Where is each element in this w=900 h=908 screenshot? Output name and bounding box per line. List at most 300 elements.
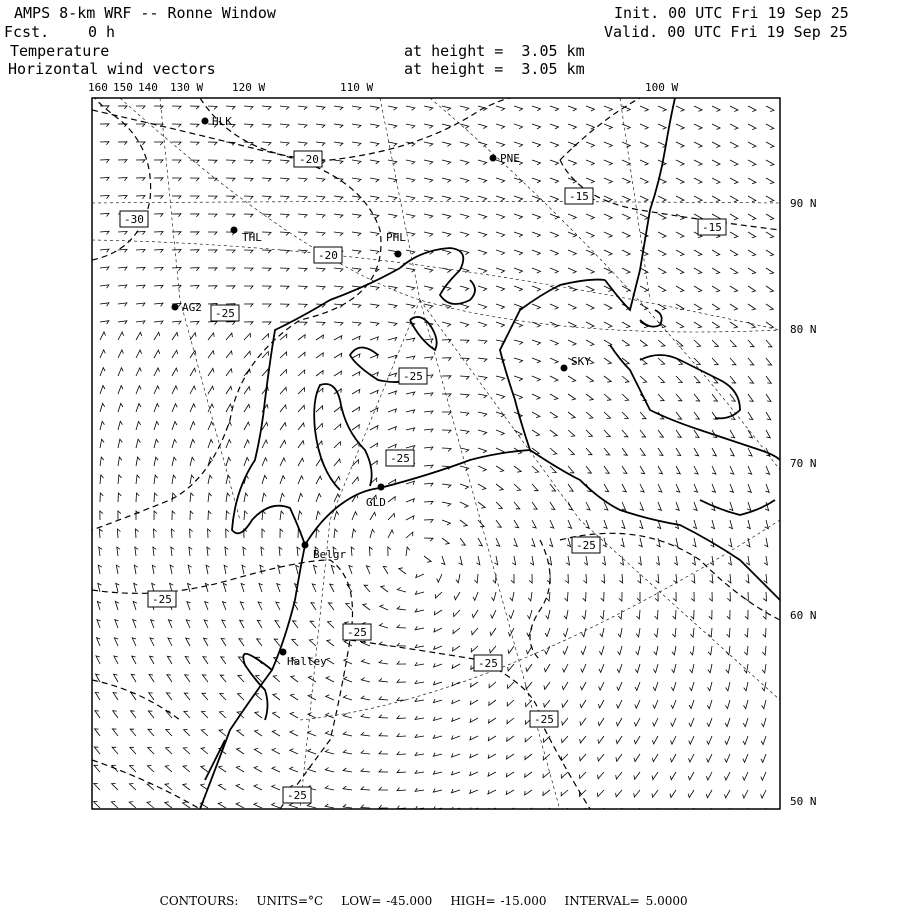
- wind-barb: [370, 196, 379, 200]
- wind-barb: [100, 475, 104, 484]
- wind-barb: [709, 628, 713, 637]
- wind-barb: [226, 386, 232, 394]
- wind-barb: [129, 784, 136, 791]
- wind-barb: [550, 520, 554, 528]
- wind-barb: [136, 285, 145, 288]
- wind-barb: [190, 386, 196, 394]
- wind-barb: [154, 332, 160, 340]
- wind-barb: [514, 106, 523, 111]
- wind-barb: [154, 267, 163, 270]
- wind-barb: [435, 592, 442, 598]
- wind-barb: [598, 718, 604, 726]
- wind-barb: [326, 713, 334, 718]
- wind-barb: [550, 358, 558, 363]
- wind-barb: [507, 736, 514, 741]
- wind-barb: [370, 337, 378, 341]
- wind-barb: [564, 610, 568, 619]
- high-value: HIGH= -15.000: [450, 894, 547, 908]
- wind-barb: [744, 682, 748, 691]
- wind-barb: [549, 538, 553, 547]
- wind-barb: [397, 643, 406, 646]
- svg-text:-25: -25: [152, 593, 172, 606]
- wind-barb: [766, 142, 774, 148]
- wind-barb: [424, 142, 433, 146]
- contour-label: [148, 591, 176, 607]
- wind-barb: [219, 730, 226, 736]
- wind-barb: [622, 196, 630, 201]
- wind-barb: [280, 352, 287, 358]
- station-hlk: [202, 115, 233, 128]
- wind-barb: [766, 106, 774, 112]
- wind-barb: [244, 387, 250, 394]
- wind-barb: [692, 574, 695, 583]
- wind-barb: [532, 250, 540, 255]
- wind-barb: [369, 547, 372, 556]
- wind-barb: [388, 444, 396, 448]
- wind-barb: [185, 675, 190, 682]
- wind-barb: [586, 232, 594, 237]
- wind-barb: [95, 711, 100, 718]
- wind-barb: [154, 529, 157, 538]
- wind-barb: [118, 142, 127, 145]
- svg-text:-20: -20: [299, 153, 319, 166]
- wind-barb: [598, 790, 605, 797]
- wind-barb: [100, 332, 106, 340]
- wind-barb: [172, 511, 175, 520]
- wind-barb: [532, 502, 537, 509]
- wind-barb: [676, 178, 684, 184]
- wind-barb: [262, 352, 269, 359]
- wind-barb: [637, 610, 641, 619]
- wind-barb: [370, 426, 378, 430]
- contour-label: [399, 368, 427, 384]
- wind-barb: [460, 520, 467, 526]
- wind-barb: [433, 771, 442, 775]
- wind-barb: [94, 747, 100, 754]
- wind-barb: [96, 656, 100, 664]
- wind-barb: [712, 394, 718, 401]
- svg-text:-15: -15: [569, 190, 589, 203]
- wind-barb: [496, 268, 505, 273]
- wind-barb: [190, 321, 199, 324]
- wind-barb: [747, 520, 751, 529]
- wind-barb: [244, 106, 253, 110]
- wind-barb: [582, 610, 586, 619]
- wind-barb: [582, 628, 586, 637]
- wind-barb: [334, 214, 343, 218]
- wind-barb: [152, 565, 155, 574]
- wind-barb: [748, 196, 756, 202]
- wind-barb: [496, 376, 505, 381]
- wind-barb: [707, 700, 712, 709]
- wind-barb: [532, 178, 541, 183]
- wind-barb: [118, 332, 124, 340]
- wind-barb: [491, 610, 496, 618]
- wind-barb: [507, 682, 514, 689]
- wind-barb: [190, 286, 199, 289]
- wind-barb: [352, 477, 358, 484]
- svg-text:-25: -25: [287, 789, 307, 802]
- wind-barb: [568, 376, 576, 382]
- wind-barb: [658, 232, 666, 238]
- wind-barb: [586, 160, 594, 165]
- wind-barb: [131, 711, 137, 718]
- wind-barb: [561, 790, 568, 796]
- wind-barb: [514, 538, 518, 546]
- wind-barb: [100, 249, 109, 252]
- wind-barb: [352, 322, 361, 326]
- wind-barb: [388, 214, 397, 218]
- wind-barb: [550, 124, 559, 129]
- wind-barb: [442, 196, 451, 201]
- wind-barb: [226, 511, 229, 520]
- wind-barb: [118, 511, 121, 520]
- wind-barb: [728, 538, 732, 547]
- wind-barb: [730, 214, 738, 220]
- wind-barb: [471, 682, 479, 687]
- wind-barb: [460, 196, 469, 201]
- wind-barb: [694, 484, 698, 492]
- wind-barb: [352, 512, 357, 520]
- wind-barb: [208, 214, 217, 217]
- wind-barb: [298, 322, 307, 325]
- wind-barb: [712, 340, 718, 347]
- wind-barb: [244, 511, 248, 520]
- wind-barb: [454, 592, 460, 600]
- wind-barb: [622, 376, 629, 382]
- wind-barb: [689, 754, 695, 762]
- wind-barb: [262, 106, 271, 110]
- wind-barb: [586, 376, 594, 382]
- wind-barb: [442, 484, 451, 488]
- wind-barb: [676, 160, 684, 166]
- wind-barb: [208, 511, 211, 520]
- wind-barb: [273, 676, 280, 682]
- wind-barb: [616, 718, 622, 726]
- wind-barb: [442, 160, 451, 164]
- wind-barb: [452, 664, 460, 668]
- wind-barb: [406, 214, 415, 218]
- wind-barb: [352, 160, 361, 164]
- wind-barb: [712, 178, 720, 184]
- wind-barb: [190, 475, 194, 484]
- wind-barb: [676, 430, 681, 437]
- wind-barb: [379, 715, 388, 718]
- wind-barb: [514, 340, 523, 345]
- wind-barb: [460, 412, 469, 416]
- wind-barb: [100, 511, 103, 520]
- wind-barb: [478, 250, 487, 255]
- wind-barb: [433, 699, 442, 703]
- wind-barb: [277, 584, 281, 592]
- wind-barb: [604, 376, 611, 382]
- wind-barb: [406, 516, 414, 520]
- wind-barb: [424, 411, 433, 414]
- wind-barb: [136, 439, 140, 448]
- wind-barb: [205, 602, 209, 610]
- svg-text:-25: -25: [390, 452, 410, 465]
- wind-barb: [149, 674, 154, 682]
- wind-barb: [190, 214, 199, 217]
- wind-barb: [100, 195, 109, 198]
- wind-barb: [370, 106, 379, 110]
- wind-barb: [568, 124, 576, 129]
- wind-barb: [183, 802, 190, 808]
- wind-barb: [496, 250, 505, 255]
- wind-barb: [694, 466, 698, 474]
- wind-barb: [208, 386, 214, 394]
- wind-barb: [616, 790, 622, 797]
- wind-barb: [100, 124, 109, 127]
- wind-barb: [334, 529, 338, 538]
- wind-barb: [532, 412, 540, 418]
- wind-barb: [748, 124, 756, 130]
- wind-barb: [100, 493, 103, 502]
- wind-barb: [622, 412, 628, 419]
- wind-barb: [514, 502, 520, 509]
- wind-barb: [172, 350, 178, 358]
- wind-barb: [622, 466, 627, 474]
- wind-barb: [766, 178, 774, 184]
- wind-barb: [496, 502, 502, 509]
- wind-barb: [190, 196, 199, 199]
- wind-barb: [460, 286, 469, 291]
- wind-barb: [442, 322, 451, 327]
- wind-barb: [244, 268, 253, 271]
- wind-barb: [442, 178, 451, 182]
- wind-barb: [636, 646, 640, 655]
- wind-barb: [730, 124, 738, 130]
- wind-barb: [638, 556, 641, 565]
- wind-barb: [397, 587, 406, 592]
- wind-barb: [562, 718, 568, 725]
- wind-barb: [550, 412, 558, 418]
- wind-barb: [186, 620, 190, 628]
- contour-label: [474, 655, 502, 671]
- wind-barb: [640, 124, 648, 129]
- wind-barb: [172, 250, 181, 253]
- wind-barb: [543, 790, 550, 796]
- wind-barb: [442, 520, 450, 525]
- wind-barb: [424, 429, 433, 432]
- wind-barb: [424, 160, 433, 164]
- wind-barb: [352, 529, 356, 538]
- wind-barb: [550, 340, 558, 345]
- wind-barb: [620, 556, 623, 565]
- wind-barb: [280, 124, 289, 128]
- svg-text:-25: -25: [215, 307, 235, 320]
- wind-barb: [550, 160, 559, 165]
- wind-barb: [562, 736, 568, 743]
- wind-barb: [226, 351, 232, 358]
- wind-barb: [244, 493, 248, 502]
- wind-barb: [94, 802, 101, 809]
- wind-barb: [136, 386, 141, 394]
- wind-barb: [586, 124, 594, 129]
- wind-barb: [379, 733, 388, 736]
- wind-barb: [562, 682, 568, 690]
- wind-barb: [244, 333, 251, 340]
- wind-barb: [748, 232, 756, 238]
- wind-barb: [272, 785, 280, 790]
- wind-barb: [293, 621, 299, 628]
- wind-barb: [640, 286, 648, 292]
- wind-barb: [478, 430, 487, 435]
- wind-barb: [763, 592, 766, 601]
- contour-label: [211, 305, 239, 321]
- wind-barb: [676, 196, 684, 202]
- wind-barb: [334, 371, 342, 376]
- wind-barb: [604, 322, 612, 328]
- wind-barb: [478, 340, 487, 344]
- wind-barb: [472, 628, 478, 635]
- wind-barb: [100, 231, 109, 234]
- wind-barb: [527, 610, 532, 619]
- contour-info-footer: [150, 880, 706, 908]
- wind-barb: [190, 232, 199, 235]
- wind-barb: [136, 160, 145, 163]
- wind-barb: [442, 394, 451, 397]
- wind-barb: [496, 484, 503, 490]
- wind-barb: [532, 268, 540, 273]
- wind-barb: [640, 376, 647, 383]
- wind-barb: [415, 662, 424, 665]
- wind-barb: [136, 404, 141, 413]
- wind-barb: [604, 178, 612, 183]
- wind-barb: [726, 646, 730, 655]
- wind-barb: [352, 354, 360, 358]
- height-temperature: at height = 3.05 km: [404, 42, 585, 60]
- wind-barb: [100, 303, 109, 306]
- wind-barb: [514, 250, 523, 255]
- wind-barb: [257, 620, 262, 628]
- wind-barb: [204, 620, 208, 628]
- wind-barb: [239, 639, 244, 646]
- wind-barb: [531, 538, 535, 547]
- svg-text:-25: -25: [403, 370, 423, 383]
- wind-barb: [511, 574, 514, 583]
- wind-barb: [325, 786, 334, 790]
- wind-barb: [634, 790, 640, 797]
- wind-barb: [290, 694, 298, 700]
- wind-barb: [240, 602, 244, 610]
- wind-barb: [244, 160, 253, 163]
- wind-barb: [550, 394, 558, 400]
- wind-barb: [676, 466, 680, 474]
- wind-barb: [433, 735, 442, 739]
- wind-barb: [118, 231, 127, 234]
- wind-barb: [532, 196, 541, 201]
- wind-barb: [183, 748, 190, 754]
- wind-barb: [712, 466, 716, 474]
- wind-barb: [604, 430, 610, 437]
- wind-barb: [478, 142, 487, 147]
- wind-barb: [274, 639, 280, 646]
- wind-barb: [748, 214, 756, 220]
- wind-barb: [154, 421, 159, 430]
- wind-barb: [434, 646, 442, 650]
- wind-barb: [640, 106, 648, 111]
- wind-barb: [370, 322, 379, 326]
- wind-barb: [478, 304, 487, 309]
- wind-barb: [496, 142, 505, 147]
- wind-barb: [532, 340, 541, 345]
- wind-barb: [460, 214, 469, 219]
- station-gld: [366, 484, 386, 510]
- wind-barb: [223, 602, 227, 610]
- wind-barb: [118, 493, 121, 502]
- wind-barb: [220, 693, 226, 700]
- wind-barb: [460, 160, 469, 165]
- wind-barb: [640, 268, 648, 274]
- wind-barb: [352, 407, 360, 412]
- wind-barb: [730, 448, 734, 456]
- wind-barb: [118, 160, 127, 163]
- wind-barb: [550, 106, 559, 111]
- wind-barb: [280, 286, 289, 289]
- wind-barb: [514, 268, 523, 273]
- wind-barb: [254, 803, 262, 808]
- wind-barb: [316, 268, 325, 272]
- wind-barb: [532, 304, 540, 309]
- wind-barb: [298, 405, 305, 412]
- wind-barb: [725, 736, 730, 744]
- wind-barb: [272, 748, 280, 754]
- svg-text:SKY: SKY: [571, 355, 591, 368]
- wind-barb: [208, 321, 217, 324]
- wind-barb: [730, 268, 738, 274]
- wind-barb: [406, 532, 413, 538]
- wind-barb: [208, 475, 212, 484]
- wind-barb: [743, 718, 748, 727]
- wind-barb: [226, 529, 229, 538]
- wind-barb: [236, 784, 244, 790]
- wind-barb: [496, 412, 505, 417]
- wind-barb: [691, 592, 694, 601]
- wind-barb: [388, 530, 394, 538]
- wind-barb: [460, 178, 469, 183]
- wind-barb: [478, 286, 487, 291]
- wind-barb: [748, 142, 756, 148]
- wind-barb: [601, 574, 604, 583]
- wind-barb: [190, 268, 199, 271]
- wind-barb: [694, 268, 702, 274]
- wind-barb: [111, 802, 118, 809]
- wind-barb: [748, 322, 755, 328]
- wind-barb: [658, 448, 663, 456]
- wind-barb: [316, 106, 325, 110]
- wind-barb: [470, 772, 478, 776]
- wind-barb: [118, 475, 122, 484]
- wind-barb: [496, 430, 504, 435]
- wind-barb: [190, 457, 194, 466]
- wind-barb: [496, 286, 505, 291]
- wind-barb: [298, 352, 305, 358]
- wind-barb: [172, 368, 178, 376]
- wind-barb: [115, 620, 119, 628]
- wind-barb: [693, 538, 697, 547]
- wind-barb: [388, 322, 397, 326]
- wind-barb: [154, 511, 157, 520]
- wind-barb: [694, 106, 702, 111]
- wind-barb: [586, 322, 594, 328]
- wind-barb: [334, 336, 342, 340]
- wind-barb: [154, 106, 163, 109]
- wind-barb: [226, 160, 235, 163]
- wind-barb: [291, 676, 298, 682]
- wind-barb: [100, 439, 104, 448]
- wind-barb: [580, 682, 586, 690]
